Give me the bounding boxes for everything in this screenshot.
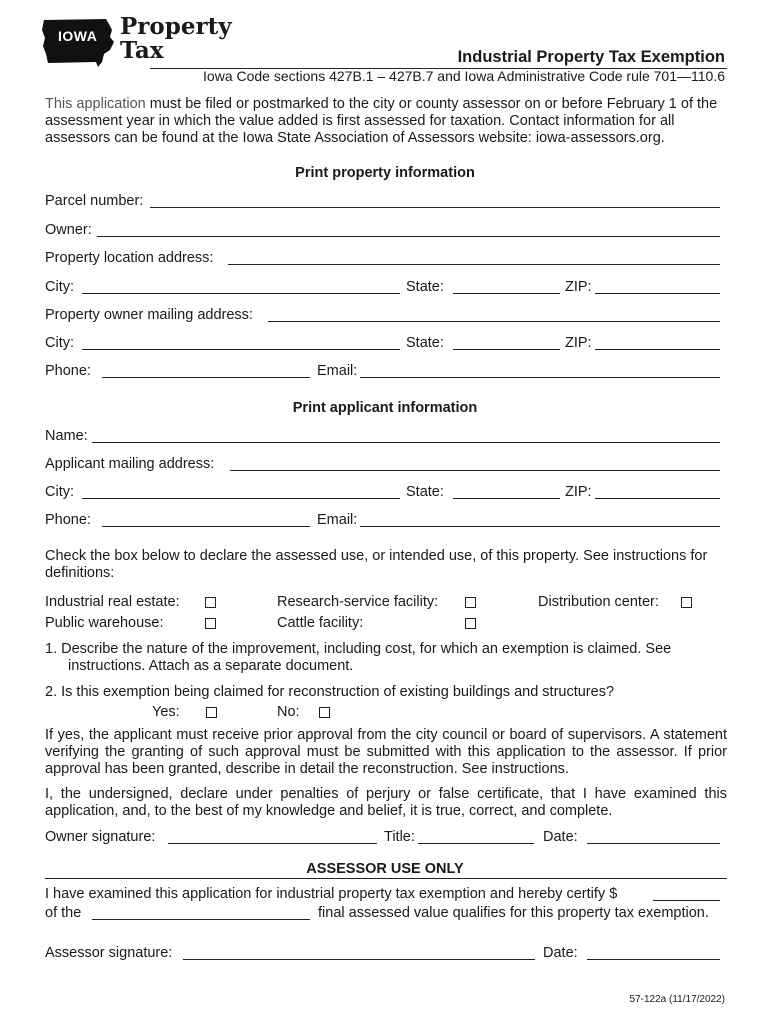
intro-lead: This application — [45, 96, 146, 112]
owner-title-field[interactable] — [418, 843, 534, 844]
owner-city-field[interactable] — [82, 349, 400, 350]
assessor-date-field[interactable] — [587, 959, 720, 960]
form-id: 57-122a (11/17/2022) — [629, 994, 725, 1005]
owner-email-field[interactable] — [360, 377, 720, 378]
applicant-mailing-label: Applicant mailing address: — [45, 456, 215, 472]
property-zip-label: ZIP: — [565, 279, 592, 295]
assessor-certify-text-2: final assessed value qualifies for this property tax exemption. — [318, 905, 709, 921]
property-state-field[interactable] — [453, 293, 560, 294]
logo-word-property: Property — [120, 13, 232, 40]
cattle-facility-checkbox[interactable] — [465, 618, 476, 629]
property-city-field[interactable] — [82, 293, 400, 294]
reconstruction-no-label: No: — [277, 704, 300, 720]
owner-city-label: City: — [45, 335, 74, 351]
prior-approval-paragraph: If yes, the applicant must receive prior approval from the city council or board of supervisors. A statement verifying the granting of such approval must be submitted with this application to the assessor. If prior approval has been granted, describe in detail the reconstruction. See instructions. — [45, 727, 727, 777]
owner-mailing-field[interactable] — [268, 321, 720, 322]
owner-label: Owner: — [45, 222, 92, 238]
applicant-state-label: State: — [406, 484, 444, 500]
research-service-label: Research-service facility: — [277, 594, 439, 610]
distribution-center-label: Distribution center: — [538, 594, 659, 610]
assessor-signature-label: Assessor signature: — [45, 945, 173, 961]
industrial-real-estate-checkbox[interactable] — [205, 597, 216, 608]
applicant-city-field[interactable] — [82, 498, 400, 499]
owner-signature-label: Owner signature: — [45, 829, 156, 845]
owner-signature-field[interactable] — [168, 843, 377, 844]
applicant-zip-field[interactable] — [595, 498, 720, 499]
cattle-facility-label: Cattle facility: — [277, 615, 364, 631]
public-warehouse-checkbox[interactable] — [205, 618, 216, 629]
applicant-section-heading: Print applicant information — [292, 400, 478, 416]
owner-email-label: Email: — [317, 363, 358, 379]
property-city-label: City: — [45, 279, 74, 295]
reconstruction-yes-label: Yes: — [152, 704, 180, 720]
property-section-heading: Print property information — [295, 165, 475, 181]
question-1-line-1: 1. Describe the nature of the improvement, including cost, for which an exemption is claimed. See — [45, 641, 672, 657]
owner-state-field[interactable] — [453, 349, 560, 350]
applicant-zip-label: ZIP: — [565, 484, 592, 500]
reconstruction-yes-checkbox[interactable] — [206, 707, 217, 718]
intro-paragraph — [45, 96, 727, 147]
logo-word-tax: Tax — [120, 37, 164, 64]
applicant-phone-label: Phone: — [45, 512, 91, 528]
applicant-state-field[interactable] — [453, 498, 560, 499]
form-subtitle: Iowa Code sections 427B.1 – 427B.7 and Iowa Administrative Code rule 701—110.6 — [203, 68, 725, 84]
iowa-property-tax-logo — [40, 10, 232, 68]
owner-title-label: Title: — [384, 829, 415, 845]
intro-rest: must be filed or postmarked to the city or county assessor on or before February 1 of the assessment year in which the value added is first assessed for taxation. Contact information for all assessors can be found at the Iowa State Association of Assessors website: iowa-assessors.org. — [45, 96, 718, 146]
declaration-paragraph: I, the undersigned, declare under penalties of perjury or false certificate, that I have examined this application, and, to the best of my knowledge and belief, it is true, correct, and complete. — [45, 786, 727, 819]
owner-zip-field[interactable] — [595, 349, 720, 350]
form-title: Industrial Property Tax Exemption — [457, 48, 725, 66]
assessor-of-the-label: of the — [45, 905, 82, 921]
logo-state-text: IOWA — [58, 28, 98, 44]
parcel-number-field[interactable] — [150, 207, 720, 208]
question-1-line-2: instructions. Attach as a separate document. — [68, 658, 354, 674]
applicant-name-label: Name: — [45, 428, 88, 444]
assessor-year-field[interactable] — [92, 919, 310, 920]
applicant-email-label: Email: — [317, 512, 358, 528]
assessor-section-heading: ASSESSOR USE ONLY — [306, 861, 464, 877]
owner-zip-label: ZIP: — [565, 335, 592, 351]
property-location-field[interactable] — [228, 264, 720, 265]
research-service-checkbox[interactable] — [465, 597, 476, 608]
assessor-certify-text: I have examined this application for industrial property tax exemption and hereby certify $ — [45, 886, 618, 902]
assessor-rule — [45, 878, 727, 879]
applicant-phone-field[interactable] — [102, 526, 310, 527]
assessor-date-label: Date: — [543, 945, 578, 961]
owner-field[interactable] — [97, 236, 720, 237]
owner-phone-label: Phone: — [45, 363, 91, 379]
owner-mailing-label: Property owner mailing address: — [45, 307, 253, 323]
question-2: 2. Is this exemption being claimed for reconstruction of existing buildings and structures? — [45, 684, 615, 700]
applicant-mailing-field[interactable] — [230, 470, 720, 471]
parcel-number-label: Parcel number: — [45, 193, 144, 209]
owner-phone-field[interactable] — [102, 377, 310, 378]
public-warehouse-label: Public warehouse: — [45, 615, 164, 631]
applicant-city-label: City: — [45, 484, 74, 500]
industrial-real-estate-label: Industrial real estate: — [45, 594, 180, 610]
distribution-center-checkbox[interactable] — [681, 597, 692, 608]
assessor-amount-field[interactable] — [653, 900, 720, 901]
use-instruction: Check the box below to declare the assessed use, or intended use, of this property. See instructions for definitions: — [45, 548, 708, 581]
owner-state-label: State: — [406, 335, 444, 351]
reconstruction-no-checkbox[interactable] — [319, 707, 330, 718]
assessor-signature-field[interactable] — [183, 959, 535, 960]
property-location-label: Property location address: — [45, 250, 214, 266]
applicant-email-field[interactable] — [360, 526, 720, 527]
owner-date-field[interactable] — [587, 843, 720, 844]
property-zip-field[interactable] — [595, 293, 720, 294]
property-state-label: State: — [406, 279, 444, 295]
applicant-name-field[interactable] — [92, 442, 720, 443]
owner-date-label: Date: — [543, 829, 578, 845]
